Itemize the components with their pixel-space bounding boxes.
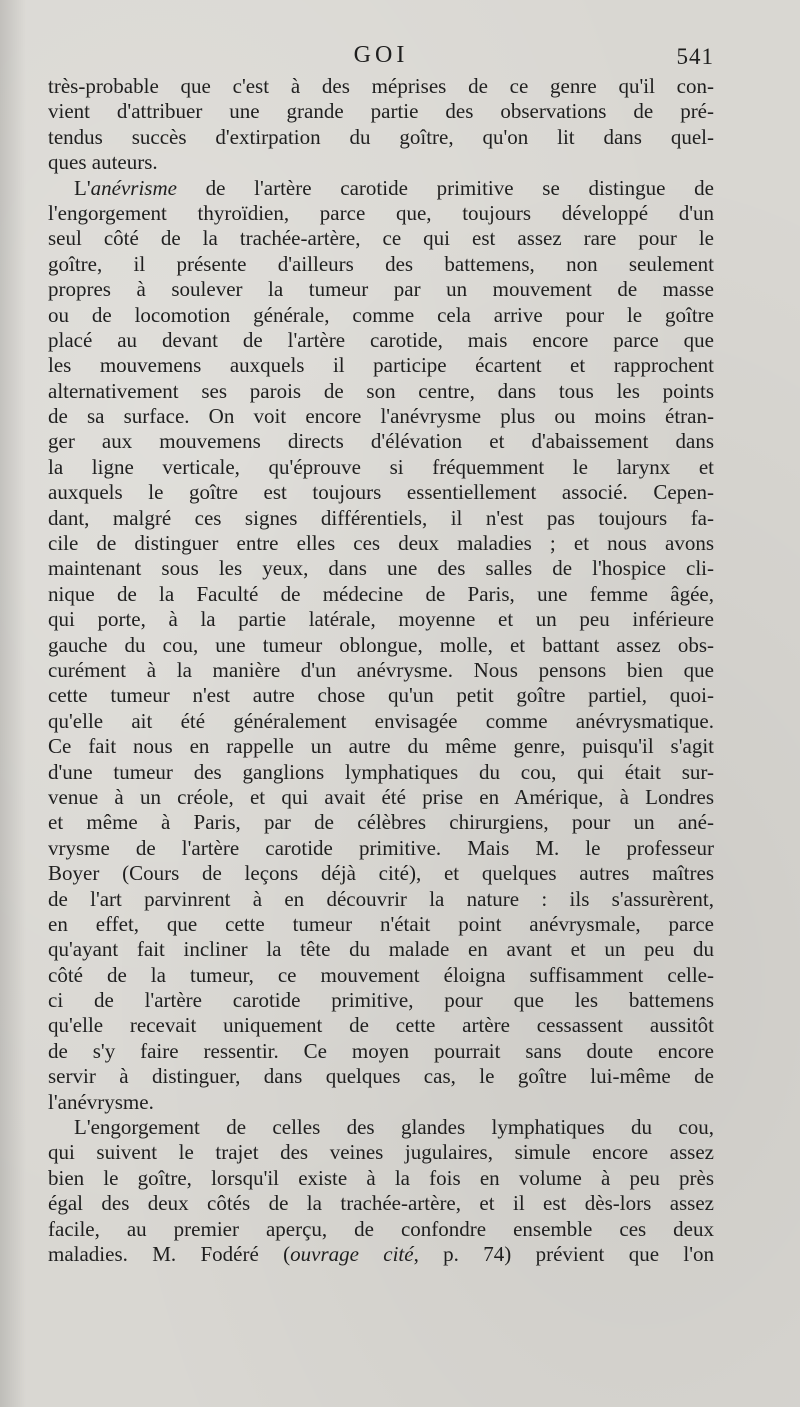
page-number: 541	[676, 44, 714, 69]
text-segment: placé au devant de l'artère carotide, mais encore parce que	[48, 327, 714, 352]
text-segment: tendus succès d'extirpation du goître, qu'on lit dans quel-	[48, 124, 714, 149]
text-segment: très-probable que c'est à des méprises de ce genre qu'il con-	[48, 74, 714, 98]
text-segment: L'	[74, 175, 91, 200]
text-line	[48, 74, 714, 99]
body-text	[48, 74, 714, 1267]
text-line	[48, 176, 714, 201]
text-segment: cile de distinguer entre elles ces deux maladies ; et nous avons	[48, 531, 714, 556]
text-line	[48, 277, 714, 302]
text-line	[48, 1064, 714, 1089]
text-segment: facile, au premier aperçu, de confondre ensemble ces deux	[48, 1216, 714, 1241]
text-line	[48, 1013, 714, 1038]
text-line	[48, 658, 714, 683]
text-segment: de sa surface. On voit encore l'anévrysme plus ou moins étran-	[48, 404, 714, 429]
text-segment: L'engorgement de celles des glandes lymphatiques du cou,	[74, 1115, 714, 1140]
text-line	[48, 1090, 714, 1115]
text-line	[48, 1242, 714, 1267]
text-segment: ques auteurs.	[48, 150, 158, 175]
text-segment: d'une tumeur des ganglions lymphatiques du cou, qui était sur-	[48, 759, 714, 784]
text-segment: maintenant sous les yeux, dans une des salles de l'hospice cli-	[48, 556, 714, 581]
text-segment: ou de locomotion générale, comme cela arrive pour le goître	[48, 302, 714, 327]
text-line	[48, 963, 714, 988]
text-segment: qu'ayant fait incliner la tête du malade en avant et un peu du	[48, 937, 714, 962]
text-segment: de l'art parvinrent à en découvrir la nature : ils s'assurèrent,	[48, 886, 714, 911]
italic-text: ouvrage cité	[290, 1241, 414, 1266]
text-segment: dant, malgré ces signes différentiels, il n'est pas toujours fa-	[48, 505, 714, 530]
text-line	[48, 785, 714, 810]
text-segment: qui suivent le trajet des veines jugulaires, simule encore assez	[48, 1140, 714, 1165]
text-segment: ci de l'artère carotide primitive, pour que les battemens	[48, 988, 714, 1013]
text-segment: cette tumeur n'est autre chose qu'un petit goître partiel, quoi-	[48, 683, 714, 708]
text-segment: égal des deux côtés de la trachée-artère, et il est dès-lors assez	[48, 1191, 714, 1216]
text-segment: nique de la Faculté de médecine de Paris, une femme âgée,	[48, 581, 714, 606]
text-segment: vient d'attribuer une grande partie des observations de pré-	[48, 99, 714, 124]
text-line	[48, 1140, 714, 1165]
text-line	[48, 633, 714, 658]
text-line	[48, 861, 714, 886]
text-line	[48, 99, 714, 124]
text-line	[48, 303, 714, 328]
text-segment: qui porte, à la partie latérale, moyenne et un peu inférieure	[48, 607, 714, 632]
text-line	[48, 988, 714, 1013]
text-line	[48, 506, 714, 531]
text-segment: Boyer (Cours de leçons déjà cité), et quelques autres maîtres	[48, 861, 714, 886]
text-segment: Ce fait nous en rappelle un autre du même genre, puisqu'il s'agit	[48, 734, 714, 759]
text-line	[48, 582, 714, 607]
text-line	[48, 125, 714, 150]
text-line	[48, 887, 714, 912]
text-line	[48, 556, 714, 581]
text-line	[48, 1039, 714, 1064]
text-segment: en effet, que cette tumeur n'était point anévrysmale, parce	[48, 911, 714, 936]
text-segment: ger aux mouvemens directs d'élévation et d'abaissement dans	[48, 429, 714, 454]
text-line	[48, 150, 714, 175]
text-line	[48, 912, 714, 937]
text-line	[48, 455, 714, 480]
text-segment: qu'elle ait été généralement envisagée comme anévrysmatique.	[48, 708, 714, 733]
text-line	[48, 353, 714, 378]
text-segment: les mouvemens auxquels il participe écartent et rapprochent	[48, 353, 714, 378]
running-title: GOI	[353, 42, 409, 68]
text-segment: auxquels le goître est toujours essentiellement associé. Cepen-	[48, 480, 714, 505]
text-segment: gauche du cou, une tumeur oblongue, molle, et battant assez obs-	[48, 632, 714, 657]
text-segment: de s'y faire ressentir. Ce moyen pourrait sans doute encore	[48, 1038, 714, 1063]
text-line	[48, 252, 714, 277]
binding-shadow	[0, 0, 26, 1407]
italic-text: anévrisme	[90, 175, 177, 200]
text-segment: , p. 74) prévient que l'on	[413, 1241, 714, 1266]
text-line	[48, 1217, 714, 1242]
text-segment: bien le goître, lorsqu'il existe à la fois en volume à peu près	[48, 1165, 714, 1190]
text-segment: qu'elle recevait uniquement de cette artère cessassent aussitôt	[48, 1013, 714, 1038]
text-segment: vrysme de l'artère carotide primitive. Mais M. le professeur	[48, 835, 714, 860]
text-segment: l'engorgement thyroïdien, parce que, toujours développé d'un	[48, 200, 714, 225]
text-segment: propres à soulever la tumeur par un mouvement de masse	[48, 277, 714, 302]
text-line	[48, 379, 714, 404]
text-segment: et même à Paris, par de célèbres chirurgiens, pour un ané-	[48, 810, 714, 835]
text-segment: venue à un créole, et qui avait été prise en Amérique, à Londres	[48, 784, 714, 809]
text-line	[48, 1115, 714, 1140]
text-line	[48, 607, 714, 632]
text-segment: goître, il présente d'ailleurs des battemens, non seulement	[48, 251, 714, 276]
text-segment: seul côté de la trachée-artère, ce qui est assez rare pour le	[48, 226, 714, 251]
text-line	[48, 709, 714, 734]
text-line	[48, 404, 714, 429]
text-line	[48, 531, 714, 556]
text-segment: de l'artère carotide primitive se distingue de	[176, 175, 714, 200]
text-line	[48, 328, 714, 353]
text-segment: l'anévrysme.	[48, 1089, 154, 1114]
text-line	[48, 810, 714, 835]
text-line	[48, 836, 714, 861]
text-segment: curément à la manière d'un anévrysme. Nous pensons bien que	[48, 657, 714, 682]
text-segment: côté de la tumeur, ce mouvement éloigna suffisamment celle-	[48, 962, 714, 987]
text-segment: alternativement ses parois de son centre, dans tous les points	[48, 378, 714, 403]
running-head	[48, 42, 714, 76]
text-segment: la ligne verticale, qu'éprouve si fréquemment le larynx et	[48, 454, 714, 479]
text-line	[48, 683, 714, 708]
text-segment: maladies. M. Fodéré (	[48, 1241, 291, 1266]
text-segment: servir à distinguer, dans quelques cas, le goître lui-même de	[48, 1064, 714, 1089]
text-line	[48, 734, 714, 759]
text-line	[48, 760, 714, 785]
text-line	[48, 226, 714, 251]
text-line	[48, 1166, 714, 1191]
text-line	[48, 1191, 714, 1216]
text-line	[48, 429, 714, 454]
text-line	[48, 480, 714, 505]
text-line	[48, 201, 714, 226]
text-line	[48, 937, 714, 962]
